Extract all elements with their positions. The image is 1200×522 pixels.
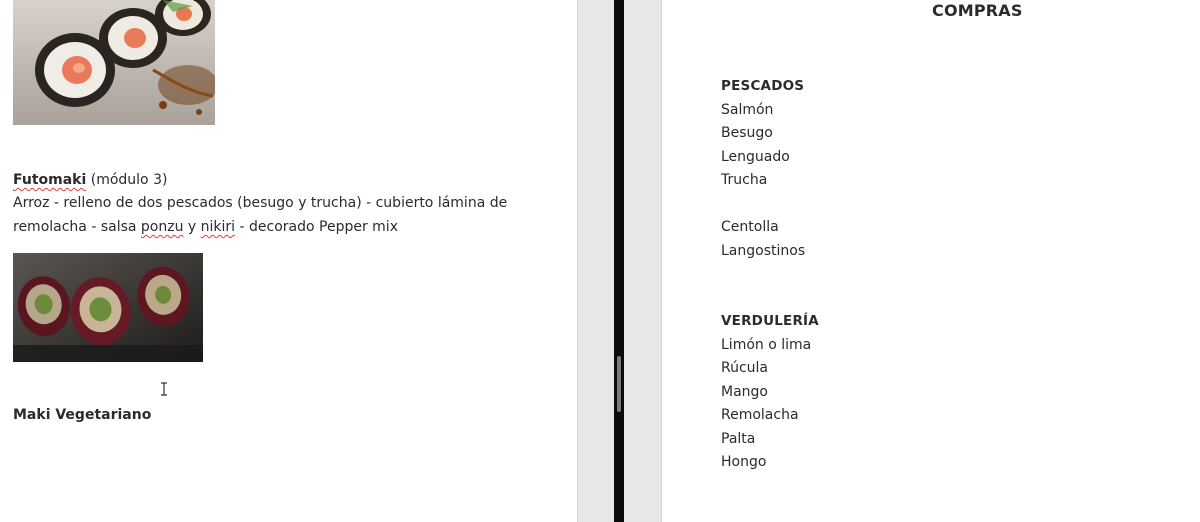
recipe-description-line-1[interactable]: Arroz - relleno de dos pescados (besugo y trucha) - cubierto lámina de <box>13 195 508 211</box>
list-item[interactable]: Remolacha <box>721 407 799 423</box>
list-item[interactable]: Limón o lima <box>721 337 812 353</box>
recipe-name: Futomaki <box>13 172 87 188</box>
recipe-text-segment: remolacha - salsa <box>13 219 141 235</box>
recipe-text-segment: - decorado Pepper mix <box>235 219 398 235</box>
list-item[interactable]: Palta <box>721 431 756 447</box>
list-item[interactable]: Lenguado <box>721 149 790 165</box>
section-title-verduleria[interactable]: VERDULERÍA <box>721 313 819 329</box>
list-item[interactable]: Langostinos <box>721 243 806 259</box>
list-item[interactable]: Hongo <box>721 454 767 470</box>
split-view-drag-handle[interactable] <box>617 356 621 412</box>
recipe-text-segment: y <box>183 219 201 235</box>
shopping-list-title[interactable]: COMPRAS <box>932 1 1023 20</box>
misspelled-word-ponzu: ponzu <box>140 219 184 235</box>
maki-vegetariano-title[interactable]: Maki Vegetariano <box>13 407 152 423</box>
recipe-module: (módulo 3) <box>86 172 168 188</box>
sushi-roll-photo <box>13 0 215 125</box>
left-gutter <box>577 0 614 522</box>
recipe-title-line[interactable] <box>13 169 167 193</box>
list-item[interactable]: Rúcula <box>721 360 769 376</box>
recipe-description-line-2[interactable] <box>13 216 398 240</box>
futomaki-photo <box>13 253 203 362</box>
list-item[interactable]: Mango <box>721 384 768 400</box>
list-item[interactable]: Centolla <box>721 219 779 235</box>
split-view-divider[interactable] <box>614 0 624 522</box>
text-cursor-icon <box>160 382 168 396</box>
section-title-pescados[interactable]: PESCADOS <box>721 78 805 94</box>
list-item[interactable]: Besugo <box>721 125 773 141</box>
right-gutter <box>624 0 662 522</box>
misspelled-word-nikiri: nikiri <box>200 219 236 235</box>
list-item[interactable]: Salmón <box>721 102 774 118</box>
list-item[interactable]: Trucha <box>721 172 768 188</box>
